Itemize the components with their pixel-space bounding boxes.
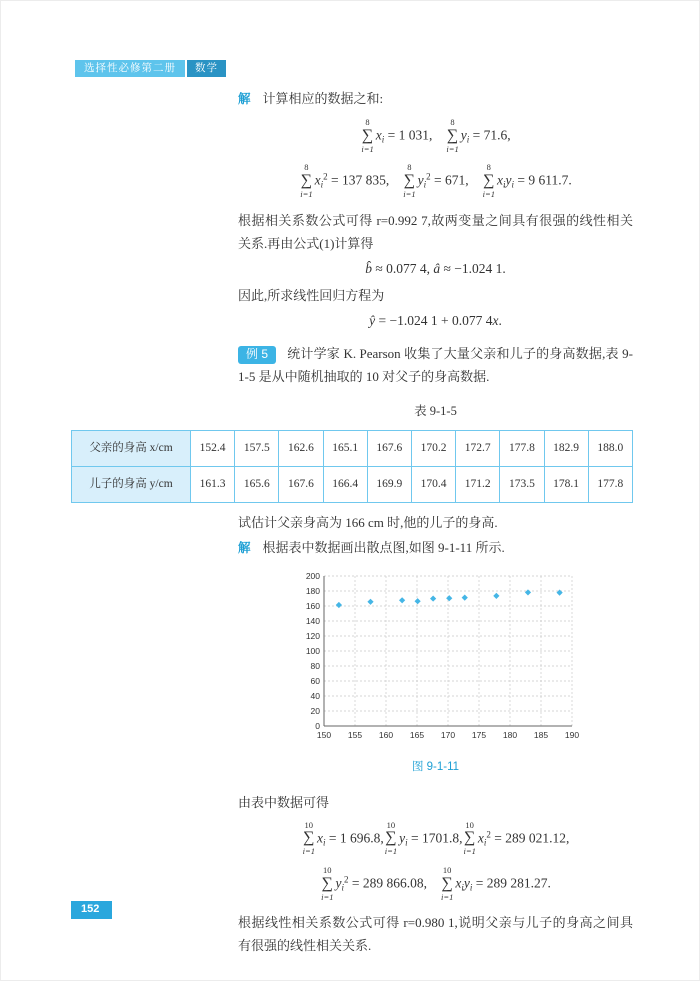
sum-symbol: 10 ∑ i=1 xyxy=(321,864,334,902)
table-cell: 173.5 xyxy=(500,466,544,502)
table-cell: 169.9 xyxy=(367,466,411,502)
table-cell: 157.5 xyxy=(235,430,279,466)
svg-text:175: 175 xyxy=(471,729,486,740)
table-row-son xyxy=(72,466,633,502)
sum-symbol: 10 ∑ i=1 xyxy=(302,819,315,857)
sum-symbol: 8 ∑ i=1 xyxy=(482,162,495,199)
formula-sums-line1: 8 ∑ i=1 $x_i = 1$ 031, 8 ∑ i=1 $y_i = 71.6$, xyxy=(361,117,511,154)
table-cell: 161.3 xyxy=(191,466,235,502)
svg-text:60: 60 xyxy=(310,675,320,686)
figure-caption: 图 9-1-11 xyxy=(411,760,460,773)
svg-text:40: 40 xyxy=(310,690,320,701)
sum-symbol: 10 ∑ i=1 xyxy=(463,819,476,857)
table-cell: 165.6 xyxy=(235,466,279,502)
svg-text:20: 20 xyxy=(310,705,320,716)
svg-text:165: 165 xyxy=(409,729,424,740)
sum-symbol: 10 ∑ i=1 xyxy=(440,864,454,902)
correlation-paragraph: 根据相关系数公式可得 r=0.992 7,故两变量之间具有很强的线性相关关系.再由公式(1)计算得 xyxy=(238,212,633,251)
table-title: 表 9-1-5 xyxy=(414,403,457,418)
svg-text:180: 180 xyxy=(502,729,517,740)
solution2-intro-text: 根据表中数据画出散点图,如图 9-1-11 所示. xyxy=(262,539,505,555)
table-cell: 170.4 xyxy=(411,466,455,502)
sum-symbol: 8 ∑ i=1 xyxy=(446,117,459,154)
svg-text:155: 155 xyxy=(347,729,362,740)
svg-text:150: 150 xyxy=(316,729,331,740)
solution2-paragraph xyxy=(238,536,633,560)
page-header xyxy=(75,59,226,77)
solve-label: 解 xyxy=(238,540,251,555)
therefore-paragraph: 因此,所求线性回归方程为 xyxy=(238,288,385,304)
formula-regression-equation: ŷ = −1.024 1 + 0.077 4x. xyxy=(369,313,502,329)
conclusion-paragraph: 根据线性相关系数公式可得 r=0.980 1,说明父亲与儿子的身高之间具有很强的线性相关关系. xyxy=(238,915,633,954)
svg-text:80: 80 xyxy=(310,660,320,671)
scatter-plot-svg xyxy=(290,568,582,746)
formula-sums-line3: 10 ∑ i=1 $x_i = 1$ 696.8, 10 ∑ i=1 $y_i = 1701.8$, 10 ∑ i=1 $x_i^2 = 289$ 021.12, xyxy=(302,819,570,857)
svg-text:170: 170 xyxy=(440,729,455,740)
table-cell: 170.2 xyxy=(411,430,455,466)
formula-sums-line4: 10 ∑ i=1 $y_i^2 = 289$ 866.08, 10 ∑ i=1 $x_iy_i = 289$ 281.27. xyxy=(321,864,551,902)
formula-coefficients: b̂ ≈ 0.077 4, â ≈ −1.024 1. xyxy=(365,260,506,276)
table-cell: 171.2 xyxy=(456,466,500,502)
question-paragraph: 试估计父亲身高为 166 cm 时,他的儿子的身高. xyxy=(238,514,498,530)
table-cell: 188.0 xyxy=(588,430,632,466)
volume-badge: 选择性必修第二册 xyxy=(75,60,185,77)
table-cell: 178.1 xyxy=(544,466,588,502)
table-row-header: 父亲的身高 x/cm xyxy=(72,430,191,466)
table-cell: 162.6 xyxy=(279,430,323,466)
example5-paragraph xyxy=(238,342,633,388)
sum-symbol: 8 ∑ i=1 xyxy=(403,162,416,199)
page-number-badge: 152 xyxy=(71,901,112,919)
formula-sums-line2: 8 ∑ i=1 $x_i^2 = 137$ 835, 8 ∑ i=1 $y_i^2 = 671$, 8 ∑ i=1 $x_iy_i = 9$ 611.7. xyxy=(300,162,572,199)
table-row-header: 儿子的身高 y/cm xyxy=(72,466,191,502)
table-cell: 177.8 xyxy=(500,430,544,466)
sum-symbol: 8 ∑ i=1 xyxy=(361,117,374,154)
table-cell: 167.6 xyxy=(367,430,411,466)
example5-badge: 例 5 xyxy=(238,346,276,364)
svg-text:0: 0 xyxy=(314,720,320,731)
svg-text:190: 190 xyxy=(564,729,579,740)
svg-text:160: 160 xyxy=(305,600,320,611)
table-row-father xyxy=(72,430,633,466)
subject-badge: 数学 xyxy=(187,60,226,77)
svg-text:160: 160 xyxy=(378,729,393,740)
solution-paragraph xyxy=(238,87,633,111)
svg-text:185: 185 xyxy=(533,729,548,740)
table-cell: 177.8 xyxy=(588,466,632,502)
example5-statement: 统计学家 K. Pearson 收集了大量父亲和儿子的身高数据,表 9-1-5 是从中随机抽取的 10 对父子的身高数据. xyxy=(238,345,633,384)
svg-text:120: 120 xyxy=(305,630,320,641)
sum-symbol: 10 ∑ i=1 xyxy=(384,819,398,857)
data-intro-paragraph: 由表中数据可得 xyxy=(238,794,330,810)
sum-symbol: 8 ∑ i=1 xyxy=(300,162,313,199)
solve-label: 解 xyxy=(238,92,251,106)
svg-text:140: 140 xyxy=(305,615,320,626)
svg-text:100: 100 xyxy=(305,645,320,656)
table-cell: 167.6 xyxy=(279,466,323,502)
solution-intro-text: 计算相应的数据之和: xyxy=(262,91,384,106)
table-wrap xyxy=(71,430,633,503)
main-content xyxy=(89,87,633,959)
height-table xyxy=(71,430,633,503)
table-cell: 172.7 xyxy=(456,430,500,466)
table-cell: 182.9 xyxy=(544,430,588,466)
scatter-chart xyxy=(290,568,582,753)
table-cell: 166.4 xyxy=(323,466,367,502)
table-cell: 152.4 xyxy=(191,430,235,466)
svg-text:200: 200 xyxy=(305,570,320,581)
table-cell: 165.1 xyxy=(323,430,367,466)
svg-text:180: 180 xyxy=(305,585,320,596)
